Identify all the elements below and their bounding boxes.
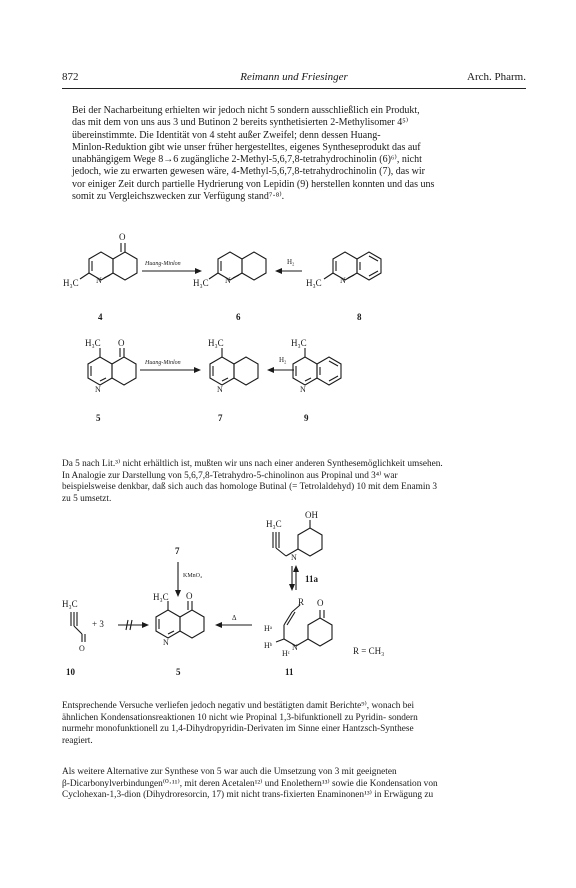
- text-line: reagiert.: [62, 735, 93, 746]
- compound-number: 5: [96, 413, 101, 423]
- paragraph-negative-results: [62, 701, 526, 747]
- delta-label: Δ: [232, 614, 237, 622]
- proton-a: Hᵃ: [264, 624, 272, 633]
- reagent-label: KMnO₄: [183, 573, 203, 579]
- compound-number: 7: [175, 546, 180, 556]
- atom-o: O: [119, 232, 126, 242]
- text-line: unabhängigem Wege 8→6 zugängliche 2-Methyl-5,6,7,8-tetrahydrochinolin (6)⁶⁾, nicht: [72, 154, 422, 166]
- compound-number: 9: [304, 413, 309, 423]
- arrow-label: Huang-Minlon: [145, 261, 181, 267]
- text-line: jedoch, wie zu erwarten gewesen wäre, 4-Methyl-5,6,7,8-tetrahydrochinolin (7), das wir: [72, 166, 425, 178]
- text-line: übereinstimmte. Die Identität von 4 steht außer Zweifel; denn dessen Huang-: [72, 129, 381, 141]
- r-group: R: [298, 597, 305, 607]
- text-line: Bei der Nacharbeitung erhielten wir jedoch nicht 5 sondern ausschließlich ein Produkt,: [72, 105, 420, 116]
- compound-number: 10: [66, 667, 75, 677]
- plus-reagent: + 3: [92, 619, 104, 629]
- structure-11: [276, 605, 332, 646]
- atom-n: N: [300, 385, 306, 394]
- atom-n: N: [340, 276, 346, 285]
- text-line: Minlon-Reduktion gibt wie unser früher hergestelltes, eigenes Syntheseprodukt das auf: [72, 141, 421, 153]
- atom-n: N: [291, 553, 297, 562]
- journal-name: Arch. Pharm.: [467, 71, 526, 83]
- atom-n: N: [163, 638, 169, 647]
- text-line: somit zu Vergleichszwecken zur Verfügung stand⁷·⁸⁾.: [72, 191, 285, 203]
- h2-label: H₂: [279, 356, 287, 364]
- atom-o: O: [79, 644, 85, 653]
- atom-n: N: [217, 385, 223, 394]
- compound-number: 5: [176, 667, 181, 677]
- methyl-label: H₃C: [306, 278, 322, 288]
- compound-number: 11: [285, 667, 294, 677]
- r-definition: R = CH₃: [353, 646, 385, 656]
- structure-5b: [156, 601, 204, 638]
- text-line: zu 5 umsetzt.: [62, 493, 112, 504]
- atom-o: O: [186, 591, 193, 601]
- text-line: ähnlichen Kondensationsreaktionen 10 nicht wie Propinal 1,3-bifunktionell zu Pyridin- sondern: [62, 712, 418, 723]
- text-line: nurmehr monofunktionell zu 1,4-Dihydropyridin-Derivaten im Sinne einer Hantzsch-Synthese: [62, 724, 414, 735]
- arrow-label: Huang-Minlon: [145, 360, 181, 366]
- compound-number: 4: [98, 312, 103, 322]
- text-line: beispielsweise denkbar, daß sich auch das homologe Butinal (= Tetrolaldehyd) 10 mit dem Enamin 3: [62, 482, 438, 493]
- page-number: 872: [62, 71, 79, 83]
- text-line: In Analogie zur Darstellung von 5,6,7,8-Tetrahydro-5-chinolinon aus Propinal und 3⁴⁾ war: [62, 470, 398, 481]
- atom-o: O: [317, 598, 324, 608]
- h2-label: H₂: [287, 258, 295, 266]
- atom-n: N: [292, 643, 298, 652]
- methyl-label: H₃C: [153, 592, 169, 602]
- structure-10: [71, 612, 85, 642]
- compound-number: 7: [218, 413, 223, 423]
- proton-b: Hᵇ: [264, 641, 273, 650]
- methyl-label: H₃C: [85, 338, 101, 348]
- text-line: Entsprechende Versuche verliefen jedoch negativ und bestätigten damit Berichte⁹⁾, wonach bei: [62, 701, 415, 711]
- text-line: Da 5 nach Lit.³⁾ nicht erhältlich ist, mußten wir uns nach einer anderen Synthesemöglichkeit umsehen.: [62, 459, 443, 469]
- compound-number: 11a: [305, 574, 319, 584]
- methyl-label: H₃C: [193, 278, 209, 288]
- methyl-label: H₃C: [266, 519, 282, 529]
- atom-n: N: [225, 276, 231, 285]
- compound-number: 6: [236, 312, 241, 322]
- text-line: β-Dicarbonylverbindungen⁽⁰·¹¹⁾, mit deren Acetalen¹²⁾ und Enolethern¹³⁾ sowie die Kondensation von: [62, 778, 438, 789]
- text-line: Als weitere Alternative zur Synthese von 5 war auch die Umsetzung von 3 mit geeigneten: [62, 767, 397, 777]
- running-authors: Reimann und Friesinger: [240, 71, 348, 83]
- atom-o: O: [118, 338, 125, 348]
- methyl-label: H₃C: [62, 599, 78, 609]
- atom-n: N: [96, 276, 102, 285]
- text-line: Cyclohexan-1,3-dion (Dihydroresorcin, 17) mit nicht trans-fixierten Enaminonen¹³⁾ in Erwägung zu: [62, 790, 434, 801]
- methyl-label: H₃C: [63, 278, 79, 288]
- text-line: vor einiger Zeit durch partielle Hydrierung von Lepidin (9) herstellen konnten und das uns: [72, 178, 435, 190]
- paragraph-further-alternative: [62, 767, 526, 802]
- compound-number: 8: [357, 312, 362, 322]
- atom-n: N: [95, 385, 101, 394]
- methyl-label: H₃C: [208, 338, 224, 348]
- methyl-label: H₃C: [291, 338, 307, 348]
- text-line: das mit dem von uns aus 3 und Butinon 2 bereits synthetisierten 2-Methylisomer 4⁵⁾: [72, 117, 409, 129]
- hydroxyl-label: OH: [305, 510, 318, 520]
- proton-c: Hᶜ: [282, 649, 290, 658]
